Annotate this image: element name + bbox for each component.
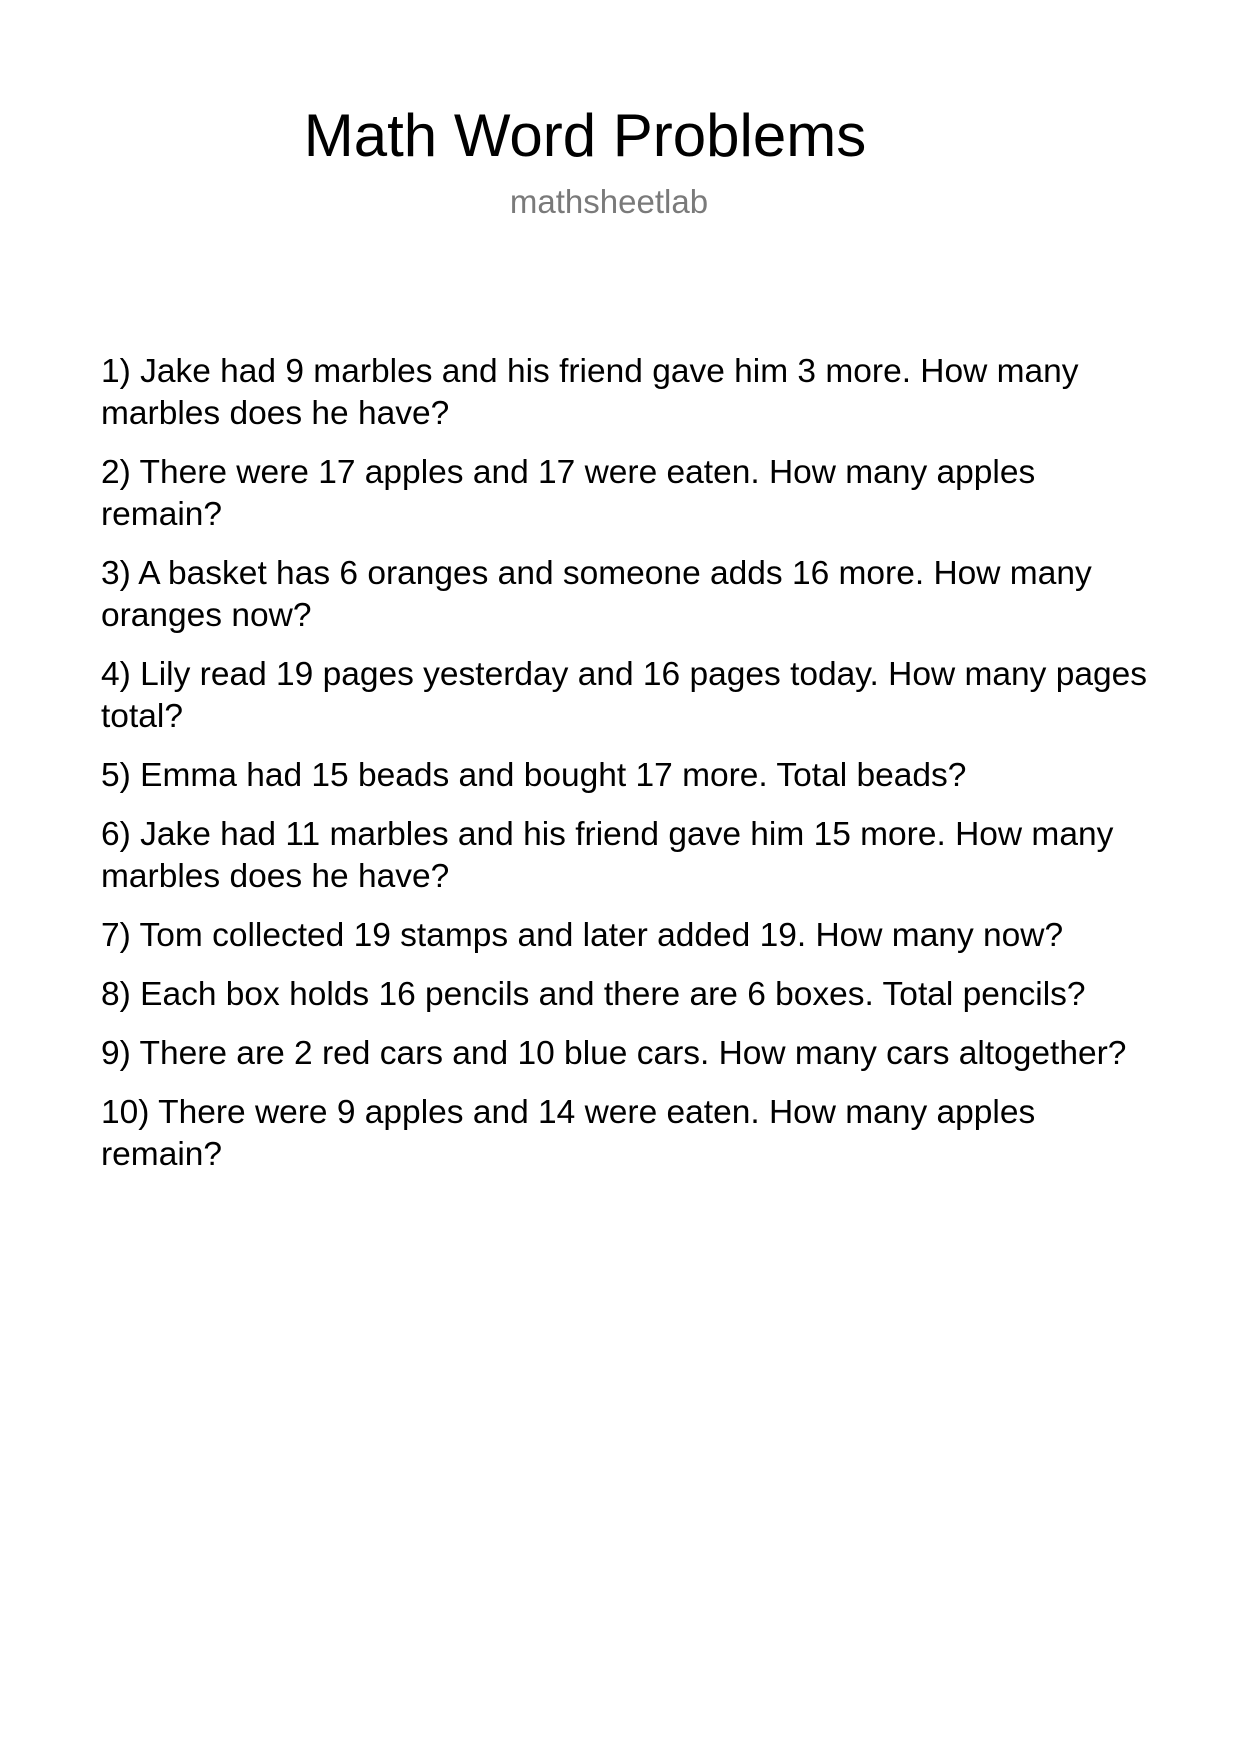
page-subtitle: mathsheetlab xyxy=(509,183,709,220)
problem-item-10: 10) There were 9 apples and 14 were eaten. How many apples remain? xyxy=(101,1094,1036,1173)
page-title: Math Word Problems xyxy=(303,102,867,169)
problem-item-7: 7) Tom collected 19 stamps and later added 19. How many now? xyxy=(101,917,1064,954)
problem-item-2: 2) There were 17 apples and 17 were eaten. How many apples remain? xyxy=(101,454,1036,533)
problem-item-5: 5) Emma had 15 beads and bought 17 more. Total beads? xyxy=(101,757,967,794)
problem-item-1: 1) Jake had 9 marbles and his friend gave him 3 more. How many marbles does he have? xyxy=(101,353,1079,432)
problem-item-8: 8) Each box holds 16 pencils and there are 6 boxes. Total pencils? xyxy=(101,976,1086,1013)
problem-item-9: 9) There are 2 red cars and 10 blue cars. How many cars altogether? xyxy=(101,1035,1127,1072)
problem-item-6: 6) Jake had 11 marbles and his friend gave him 15 more. How many marbles does he have? xyxy=(101,816,1114,895)
problem-list xyxy=(101,351,1161,1193)
problem-item-4: 4) Lily read 19 pages yesterday and 16 pages today. How many pages total? xyxy=(101,656,1147,735)
problem-item-3: 3) A basket has 6 oranges and someone adds 16 more. How many oranges now? xyxy=(101,555,1092,634)
